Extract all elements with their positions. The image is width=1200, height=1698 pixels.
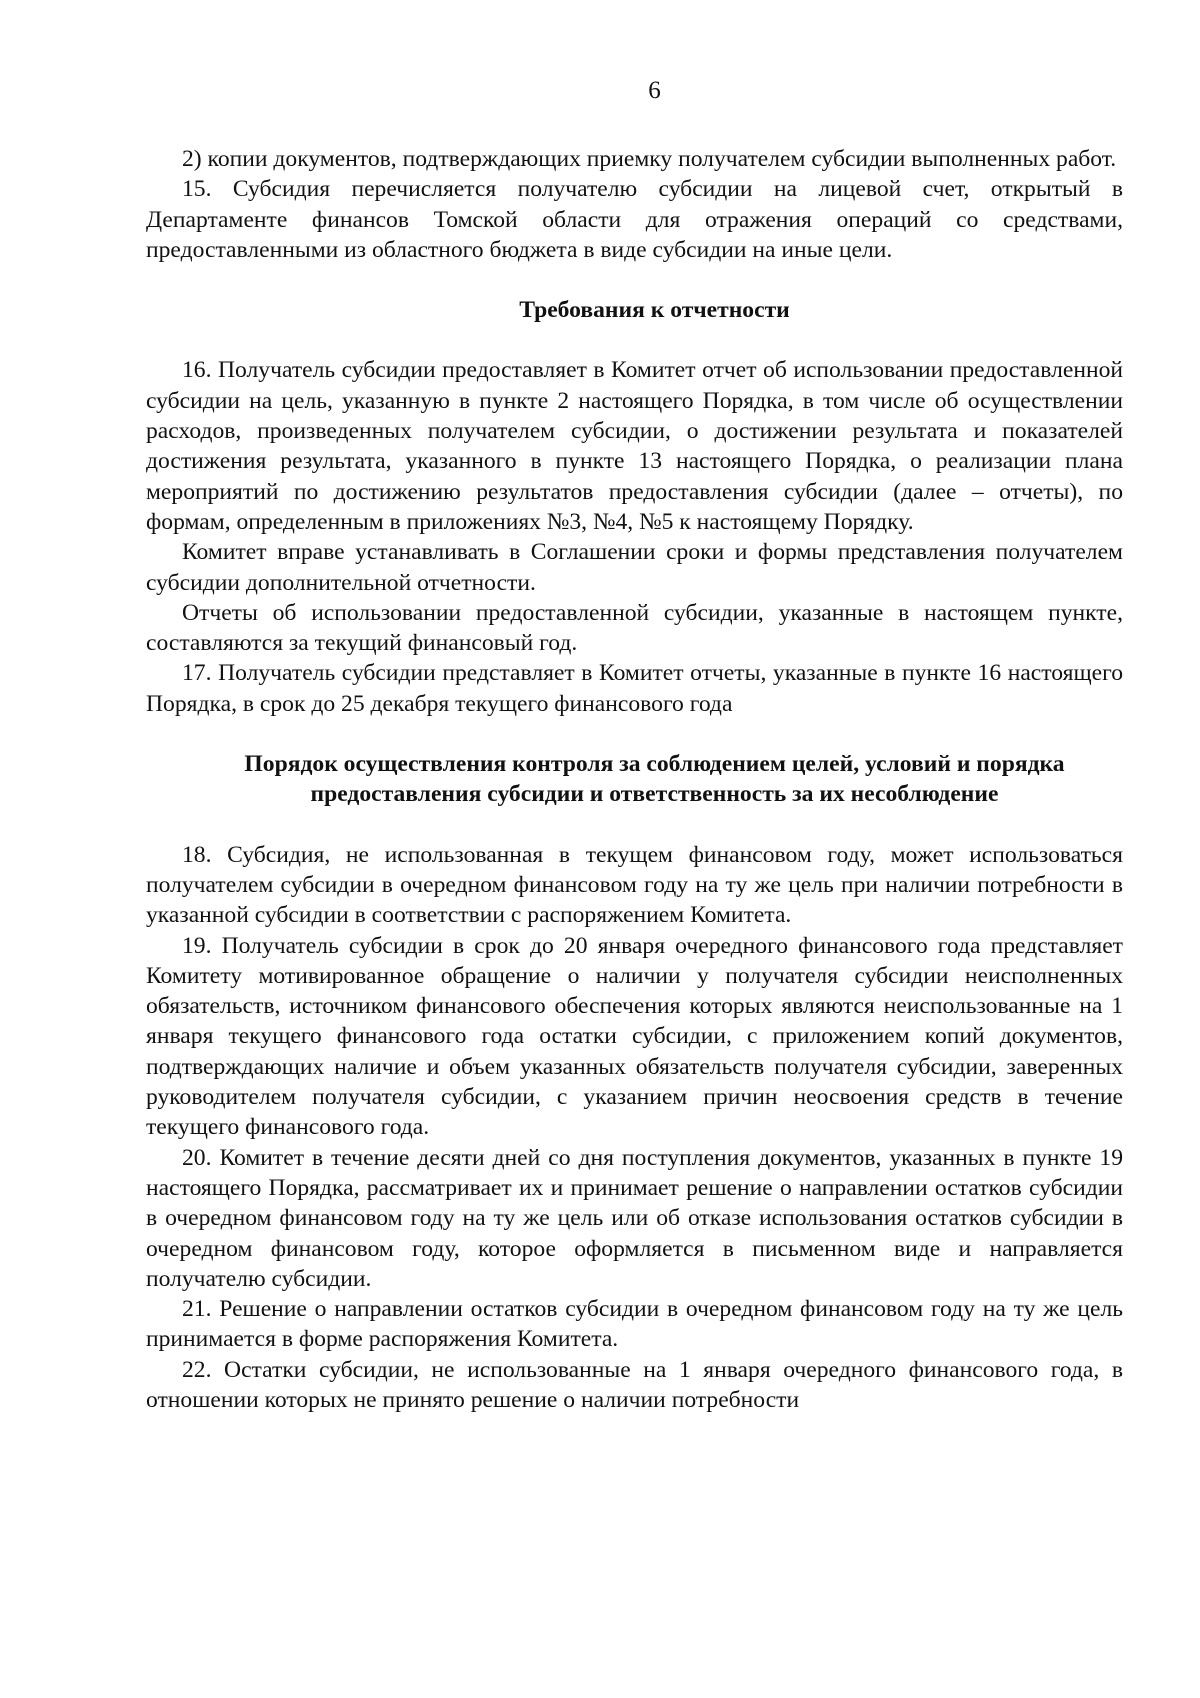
paragraph-item-2-copies: 2) копии документов, подтверждающих приемку получателем субсидии выполненных работ. (182, 146, 1117, 172)
paragraph-22: 22. Остатки субсидии, не использованные на 1 января очередного финансового года, в отношении которых не принято решение о наличии потребности (146, 1356, 1123, 1413)
section-heading-reporting: Требования к отчетности (519, 297, 790, 324)
page-number: 6 (648, 77, 661, 104)
paragraph-16-reports-period: Отчеты об использовании предоставленной субсидии, указанные в настоящем пункте, составляются за текущий финансовый год. (146, 599, 1123, 657)
paragraph-17: 17. Получатель субсидии представляет в Комитет отчеты, указанные в пункте 16 настоящего Порядка, в срок до 25 декабря текущего финансового года (146, 660, 1123, 717)
section-heading-control: Порядок осуществления контроля за соблюдением целей, условий и порядка предоставления субсидии и ответственность за их несоблюдение (244, 751, 1065, 808)
paragraph-21: 21. Решение о направлении остатков субсидии в очередном финансовом году на ту же цель принимается в форме распоряжения Комитета. (146, 1296, 1123, 1353)
paragraph-20: 20. Комитет в течение десяти дней со дня поступления документов, указанных в пункте 19 настоящего Порядка, рассматривает их и принимает решение о направлении остатков субсидии в очередном финансовом году на ту же цель или об отказе использования остатков субсидии в очередном финансовом году, которое оформляется в письменном виде и направляется получателю субсидии. (146, 1144, 1123, 1292)
paragraph-16-additional-reporting: Комитет вправе устанавливать в Соглашении сроки и формы представления получателем субсидии дополнительной отчетности. (146, 539, 1123, 596)
paragraph-19: 19. Получатель субсидии в срок до 20 января очередного финансового года представляет Комитету мотивированное обращение о наличии у получателя субсидии неисполненных обязательств, источником финансового обеспечения которых являются неиспользованные на 1 января текущего финансового года остатки субсидии, с приложением копий документов, подтверждающих наличие и объем указанных обязательств получателя субсидии, заверенных руководителем получателя субсидии, с указанием причин неосвоения средств в течение текущего финансового года. (146, 932, 1123, 1141)
paragraph-18: 18. Субсидия, не использованная в текущем финансовом году, может использоваться получателем субсидии в очередном финансовом году на ту же цель при наличии потребности в указанной субсидии в соответствии с распоряжением Комитета. (146, 841, 1123, 929)
paragraph-15: 15. Субсидия перечисляется получателю субсидии на лицевой счет, открытый в Департаменте финансов Томской области для отражения операций со средствами, предоставленными из областного бюджета в виде субсидии на иные цели. (146, 176, 1123, 263)
paragraph-16: 16. Получатель субсидии предоставляет в Комитет отчет об использовании предоставленной субсидии на цель, указанную в пункте 2 настоящего Порядка, в том числе об осуществлении расходов, произведенных получателем субсидии, о достижении результата и показателей достижения результата, указанного в пункте 13 настоящего Порядка, о реализации плана мероприятий по достижению результатов предоставления субсидии (далее – отчеты), по формам, определенным в приложениях №3, №4, №5 к настоящему Порядку. (146, 357, 1123, 535)
